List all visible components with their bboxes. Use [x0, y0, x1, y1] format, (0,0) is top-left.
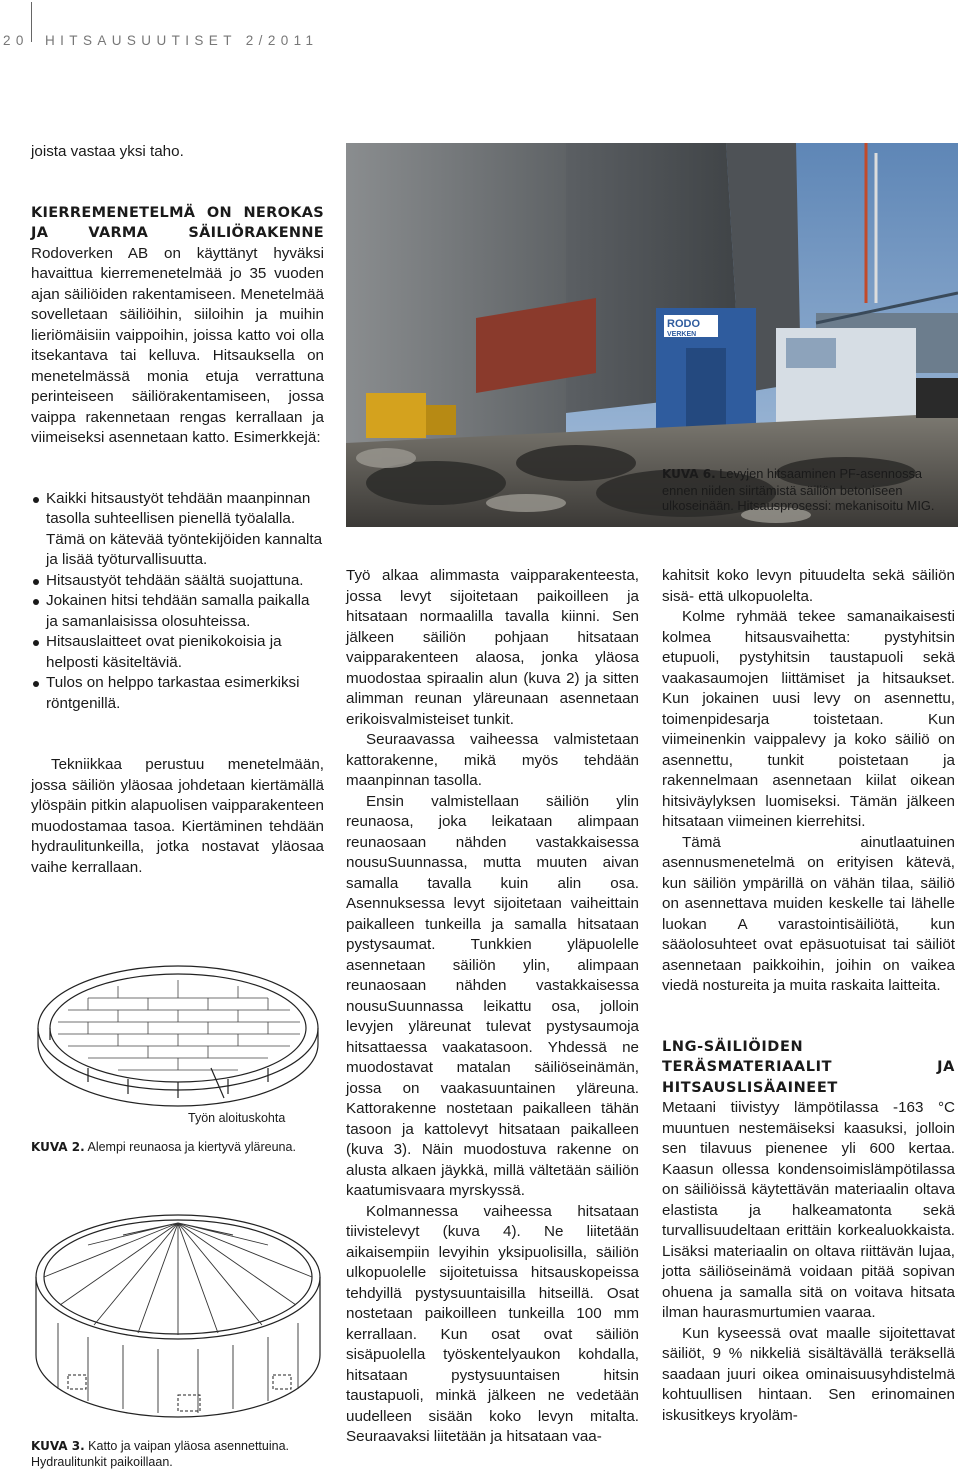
figure-3-caption	[31, 1439, 331, 1470]
col3-paragraph-3: Tämä ainutlaatuinen asennusmenetelmä on erityisen kätevä, kun säiliön ympärillä on vähän tilaa, säiliö on asennettava muiden keskelle tai lähelle luokan A varastointisäiliötä, kun sääolosuhteet ovat epäsuotuisat tai säiliöt asennetaan paikkoihin, joihin on vaikea viedä nostureita ja muita raskaita laitteita.	[662, 833, 955, 994]
figure-6-caption	[662, 466, 952, 514]
page-number: 20	[3, 33, 29, 48]
hydraulic-jacks-icon	[68, 1375, 291, 1411]
figure-3-text: Katto ja vaipan yläosa asennettuina. Hydraulitunkit paikoillaan.	[31, 1439, 290, 1469]
column-1	[31, 142, 324, 878]
cabin-sign-2: VERKEN	[667, 331, 697, 338]
list-item: Jokainen hitsi tehdään samalla paikalla ja samanlaisissa olosuhteissa.	[31, 591, 324, 632]
column-3	[662, 566, 955, 1426]
lng-paragraph-2: Kun kyseessä ovat maalle sijoitettavat säiliöt, 9 % nikkeliä sisältävällä teräksellä saadaan juuri oikea ominaisuusyhdistelmä kohtuullisen hintaan. Sen erinomainen iskusitkeys kryoläm-	[662, 1324, 955, 1424]
section1-paragraph	[31, 203, 324, 449]
col2-paragraph-2: Seuraavassa vaiheessa valmistetaan kattorakenne, mikä myös tehdään maanpinnan tasolla.	[346, 731, 639, 789]
start-pointer	[211, 1068, 224, 1098]
lng-section-heading: LNG-SÄILIÖIDEN TERÄSMATERIAALIT JA HITSAUSLISÄAINEET	[662, 1038, 955, 1096]
figure-3-diagram	[28, 1205, 328, 1425]
col2-paragraph-3: Ensin valmistellaan säiliön ylin reunaosa, joka leikataan alimpaan reunaosaan nähden vastakkaisessa nousuSuunnassa, mutta muuten aivan samalla tavalla kuin alin osa. Asennuksessa levyt sijoitetaan vaiheittain paikalleen tunkeilla ja samalla hitsataan pystysaumat. Tunkkien yläpuolelle asennetaan säiliön ylin, alimpaan reunaosaan nähden vastakkaisessa nousuSuunnassa leikattu osa, jolloin levyjen yläreunat tulevat pystysaumoja hitsattaessa vaakatasoon. Yhdessä ne muodostavat matalan säiliöseinämän, jossa on vaakasuuntainen yläreuna. Kattorakenne nostetaan paikalleen tähän tasoon ja kattolevyt hitsataan paikalleen (kuva 3). Näin muodostuva rakenne on alusta alkaen jäykkä, millä vältetään säiliön kaatumisvaara myrskyssä.	[346, 792, 639, 1199]
cabin-sign-1: RODO	[667, 318, 700, 330]
col2-paragraph-4: Kolmannessa vaiheessa hitsataan tiivistelevyt (kuva 4). Ne liitetään aikaisempiin levyihin yksipuolisilla, säiliön ulkopuolelle sijoitetuissa hitsauskopeissa tehdyillä pystysuuntaisilla hitseillä. Osat nostetaan paikoilleen tunkeilla 100 mm kerrallaan. Kun osat ovat säiliön sisäpuolella työskentelyaukon kohdalla, hitsataan pystysuuntaisen hitsin taustapuoli, minkä jälkeen ne vedetään uudelleen sisään koko levyn mitalta. Seuraavaksi liitetään ja hitsataan vaa-	[346, 1202, 639, 1445]
col3-paragraph-2: Kolme ryhmää tekee samanaikaisesti kolmea hitsausvaihetta: pystyhitsin etupuoli, pystyhitsin taustapuoli sekä vaakasaumojen liittämiset ja hitsaukset. Kun jokainen uusi levy on asennettu, toimenpidesarja toistetaan. Kun viimeinenkin vaippalevy ja koko säiliö on asennettu, tunkit poistetaan ja rakennelmaan asennetaan kiilat oikean hitsiväylyksen luomiseksi. Tämän jälkeen hitsataan viimeinen kierrehitsi.	[662, 608, 955, 830]
figure-6-label: KUVA 6.	[662, 467, 716, 481]
section1-heading: KIERREMENETELMÄ ON NEROKAS JA VARMA SÄILIÖRAKENNE	[31, 204, 324, 241]
column-2	[346, 566, 639, 1448]
list-item: Tulos on helppo tarkastaa esimerkiksi röntgenillä.	[31, 673, 324, 714]
figure-2-annotation: Työn aloituskohta	[188, 1111, 286, 1125]
header-rule	[31, 2, 32, 42]
publication-title: HITSAUSUUTISET 2/2011	[45, 33, 319, 48]
lng-paragraph-1: Metaani tiivistyy lämpötilassa -163 °C muuntuen nestemäiseksi kaasuksi, jolloin sen tilavuus pienenee yli 600 kertaa. Kaasun ollessa kondensoimislämpötilassa on säiliöissä käytettävän materiaalin oltava elastista ja halkeamatonta sekä turvallisuudeltaan erittäin korkealuokkaista. Lisäksi materiaalin on oltava riittävän lujaa, jotta säiliöseinämä voidaan pitää sopivan ohuena ja samalla sitä on voitava hitsata ilman haurasmurtumien vaaraa.	[662, 1099, 955, 1321]
col2-paragraph-1: Työ alkaa alimmasta vaipparakenteesta, jossa levyt sijoitetaan paikoilleen ja hitsataan normaalilla tavalla kiinni. Sen jälkeen säiliön pohjaan hitsataan vaipparakenteen alaosa, jonka yläosa muodostaa spiraalin alun (kuva 2) ja sitten alimman reunan yläreunaan asennetaan erikoisvalmisteiset tunkit.	[346, 567, 639, 728]
figure-6-text: Levyjen hitsaaminen PF-asennossa ennen niiden siirtämistä säiliön betoniseen ulkoseinään. Hitsausprosessi: mekanisoitu MIG.	[662, 466, 935, 513]
advantages-list	[31, 489, 324, 715]
figure-3-label: KUVA 3.	[31, 1439, 85, 1453]
figure-2-label: KUVA 2.	[31, 1140, 85, 1154]
col3-paragraph-1: kahitsit koko levyn pituudelta sekä säiliön sisä- että ulkopuolelta.	[662, 567, 955, 605]
list-item: Kaikki hitsaustyöt tehdään maanpinnan tasolla suhteellisen pienellä työalalla. Tämä on kätevää työntekijöiden kannalta ja lisää työturvallisuutta.	[31, 489, 324, 571]
plate-pattern	[58, 980, 300, 1070]
intro-line: joista vastaa yksi taho.	[31, 143, 184, 160]
list-item: Hitsaustyöt tehdään säältä suojattuna.	[31, 571, 324, 592]
figure-2-diagram	[28, 948, 328, 1138]
section1-body: Rodoverken AB on käyttänyt hyväksi havaittua kierremenetelmää jo 35 vuoden ajan säiliöiden rakentamiseen. Menetelmää sovelletaan säiliöihin, siiloihin ja muihin lieriömäisiin vaippoihin, joissa katto voi olla itsekantava tai kelluva. Hitsauksella on menetelmässä monia etuja verrattuna perinteiseen säiliörakentamiseen, jossa vaippa rakennetaan rengas kerrallaan ja viimeiseksi asennetaan katto. Esimerkkejä:	[31, 244, 324, 446]
figure-2-caption	[31, 1140, 331, 1156]
technique-paragraph: Tekniikkaa perustuu menetelmään, jossa säiliön yläosaa johdetaan kiertämällä ylöspäin pitkin alapuolisen vaipparakenteen muodostamaa tasoa. Kiertäminen tehdään hydraulitunkeilla, jotka nostavat yläosaa vaihe kerrallaan.	[31, 756, 324, 876]
list-item: Hitsauslaitteet ovat pienikokoisia ja helposti käsiteltäviä.	[31, 632, 324, 673]
figure-2-text: Alempi reunaosa ja kiertyvä yläreuna.	[87, 1140, 296, 1154]
